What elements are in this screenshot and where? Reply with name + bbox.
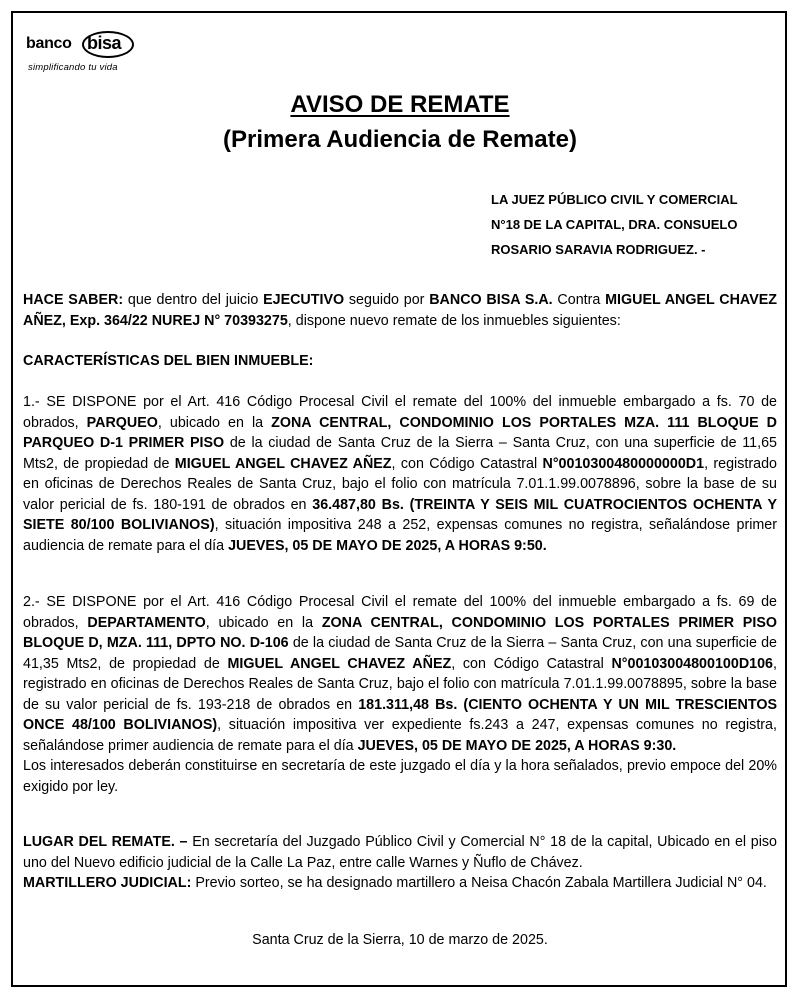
- defendant-case: MIGUEL ANGEL CHAVEZ AÑEZ, Exp. 364/22 NUREJ N° 70393275: [23, 292, 777, 329]
- base-value: 181.311,48 Bs. (CIENTO OCHENTA Y UN MIL TRESCIENTOS ONCE 48/100 BOLIVIANOS): [23, 696, 777, 733]
- text: , situación impositiva 248 a 252, expensas comunes no registra, señalándose primer audiencia de remate para el día: [23, 517, 778, 554]
- plaintiff: BANCO BISA S.A.: [429, 292, 553, 308]
- addressee-line: LA JUEZ PÚBLICO CIVIL Y COMERCIAL: [491, 192, 738, 207]
- cadastral-code: N°00103004800100D106: [611, 655, 773, 672]
- auction-date: JUEVES, 05 DE MAYO DE 2025, A HORAS 9:30.: [357, 737, 677, 754]
- owner-name: MIGUEL ANGEL CHAVEZ AÑEZ: [174, 455, 392, 472]
- property-location: ZONA CENTRAL, CONDOMINIO LOS PORTALES PRIMER PISO BLOQUE D, MZA. 111, DPTO NO. D-106: [23, 614, 777, 651]
- text: , situación impositiva ver expediente fs.243 a 247, expensas comunes no registra, señalándose primer audiencia de remate para el día: [23, 717, 777, 754]
- hace-saber-paragraph: [23, 290, 777, 331]
- deposit-note: Los interesados deberán constituirse en secretaría de este juzgado el día y la hora señalados, previo empoce del 20% exigido por ley.: [23, 758, 777, 795]
- auction-date: JUEVES, 05 DE MAYO DE 2025, A HORAS 9:50.: [228, 537, 547, 554]
- text: , dispone nuevo remate de los inmuebles siguientes:: [287, 312, 621, 329]
- text: , con Código Catastral: [451, 655, 612, 672]
- property-type: PARQUEO: [86, 414, 158, 431]
- auction-place-label: LUGAR DEL REMATE. –: [23, 834, 188, 850]
- text: Contra: [552, 292, 606, 308]
- text: 1.- SE DISPONE por el Art. 416 Código Procesal Civil el remate del 100% del inmueble embargado a fs. 70 de obrados,: [23, 394, 777, 431]
- logo-tagline: simplificando tu vida: [28, 62, 118, 73]
- text: que dentro del juicio: [123, 292, 264, 308]
- text: , registrado en oficinas de Derechos Reales de Santa Cruz, bajo el folio con matrícula 7.01.1.99.0078896, sobre la base de su valor pericial de fs. 180-191 de obrados en: [23, 455, 777, 513]
- text: , ubicado en la: [205, 614, 322, 631]
- notice-title: AVISO DE REMATE: [290, 91, 510, 118]
- hace-saber-label: HACE SABER:: [23, 292, 124, 308]
- characteristics-heading: CARACTERÍSTICAS DEL BIEN INMUEBLE:: [23, 353, 314, 369]
- auction-place: [23, 832, 777, 873]
- cadastral-code: N°0010300480000000D1: [542, 455, 705, 472]
- property-item-2: [23, 592, 777, 797]
- logo-brand: bisa: [87, 33, 122, 53]
- text: 2.- SE DISPONE por el Art. 416 Código Procesal Civil el remate del 100% del inmueble embargado a fs. 69 de obrados,: [23, 594, 777, 631]
- text: , con Código Catastral: [391, 455, 543, 472]
- auction-info: [23, 832, 777, 894]
- section-heading: [23, 351, 777, 372]
- addressee-block: [491, 187, 738, 262]
- auctioneer: [23, 873, 777, 894]
- date-line: Santa Cruz de la Sierra, 10 de marzo de 2025.: [252, 932, 548, 948]
- logo-word: banco: [26, 35, 72, 52]
- text: de la ciudad de Santa Cruz de la Sierra – Santa Cruz, con una superficie de 41,35 Mts2, de propiedad de: [23, 635, 778, 672]
- bank-logo: [26, 35, 138, 77]
- notice-subtitle: (Primera Audiencia de Remate): [223, 126, 577, 153]
- case-type: EJECUTIVO: [263, 292, 345, 308]
- text: , ubicado en la: [157, 414, 272, 431]
- auction-place-text: En secretaría del Juzgado Público Civil y Comercial N° 18 de la capital, Ubicado en el piso uno del Nuevo edificio judicial de la Calle La Paz, entre calle Warnes y Ñuflo de Chávez.: [23, 834, 777, 871]
- addressee-line: ROSARIO SARAVIA RODRIGUEZ. -: [491, 242, 706, 257]
- base-value: 36.487,80 Bs. (TREINTA Y SEIS MIL CUATROCIENTOS OCHENTA Y SIETE 80/100 BOLIVIANOS): [23, 496, 777, 533]
- property-location: ZONA CENTRAL, CONDOMINIO LOS PORTALES MZA. 111 BLOQUE D PARQUEO D-1 PRIMER PISO: [23, 414, 777, 451]
- text: , registrado en oficinas de Derechos Reales de Santa Cruz, bajo el folio con matrícula 7.01.1.99.0078895, sobre la base de su valor pericial de fs. 193-218 de obrados en: [23, 655, 777, 713]
- text: seguido por: [344, 292, 430, 308]
- addressee-line: N°18 DE LA CAPITAL, DRA. CONSUELO: [491, 217, 738, 232]
- property-type: DEPARTAMENTO: [87, 614, 206, 631]
- auctioneer-label: MARTILLERO JUDICIAL:: [23, 875, 192, 891]
- property-item-1: [23, 392, 777, 556]
- text: de la ciudad de Santa Cruz de la Sierra – Santa Cruz, con una superficie de 11,65 Mts2, de propiedad de: [23, 435, 778, 472]
- auctioneer-text: Previo sorteo, se ha designado martillero a Neisa Chacón Zabala Martillera Judicial N° 04.: [191, 875, 767, 891]
- owner-name: MIGUEL ANGEL CHAVEZ AÑEZ: [227, 655, 452, 672]
